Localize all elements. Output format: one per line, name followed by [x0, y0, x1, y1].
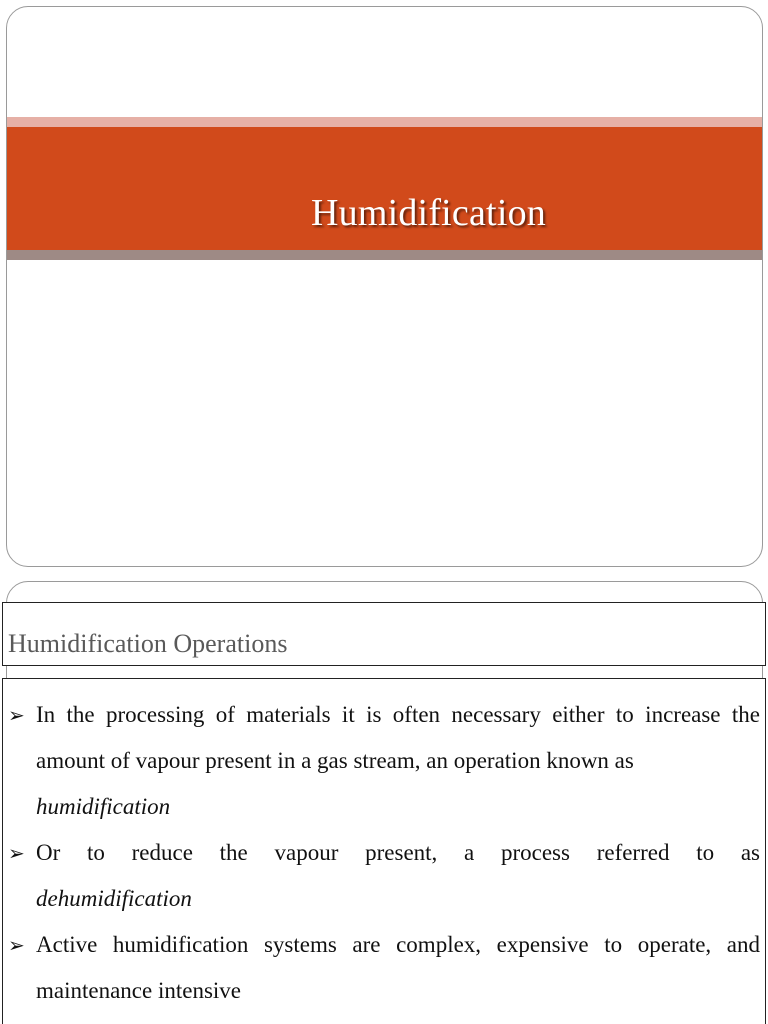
bullet-emphasis: humidification: [36, 794, 171, 819]
content-slide-title: Humidification Operations: [8, 629, 288, 658]
bullet-text: In the processing of materials it is often necessary either to increase the amount of vapour present in a gas stream, an operation known as: [36, 702, 760, 773]
bullet-item: [8, 692, 760, 830]
title-slide: [6, 6, 763, 567]
arrow-bullet-icon: ➢: [8, 841, 25, 865]
bullet-item: [8, 922, 760, 1014]
bullet-list: [8, 692, 760, 1014]
accent-band-gray: [7, 250, 762, 260]
slide-title: Humidification: [311, 192, 546, 234]
bullet-item: [8, 876, 760, 922]
bullet-spacer: [8, 830, 760, 876]
bullet-text: Or to reduce the vapour present, a process referred to as: [36, 840, 760, 865]
arrow-bullet-icon: ➢: [8, 933, 25, 957]
accent-band-light: [7, 117, 762, 127]
bullet-text: Active humidification systems are complex, expensive to operate, and maintenance intensive: [36, 932, 760, 1003]
arrow-bullet-icon: ➢: [8, 703, 25, 727]
bullet-emphasis: dehumidification: [36, 886, 192, 911]
